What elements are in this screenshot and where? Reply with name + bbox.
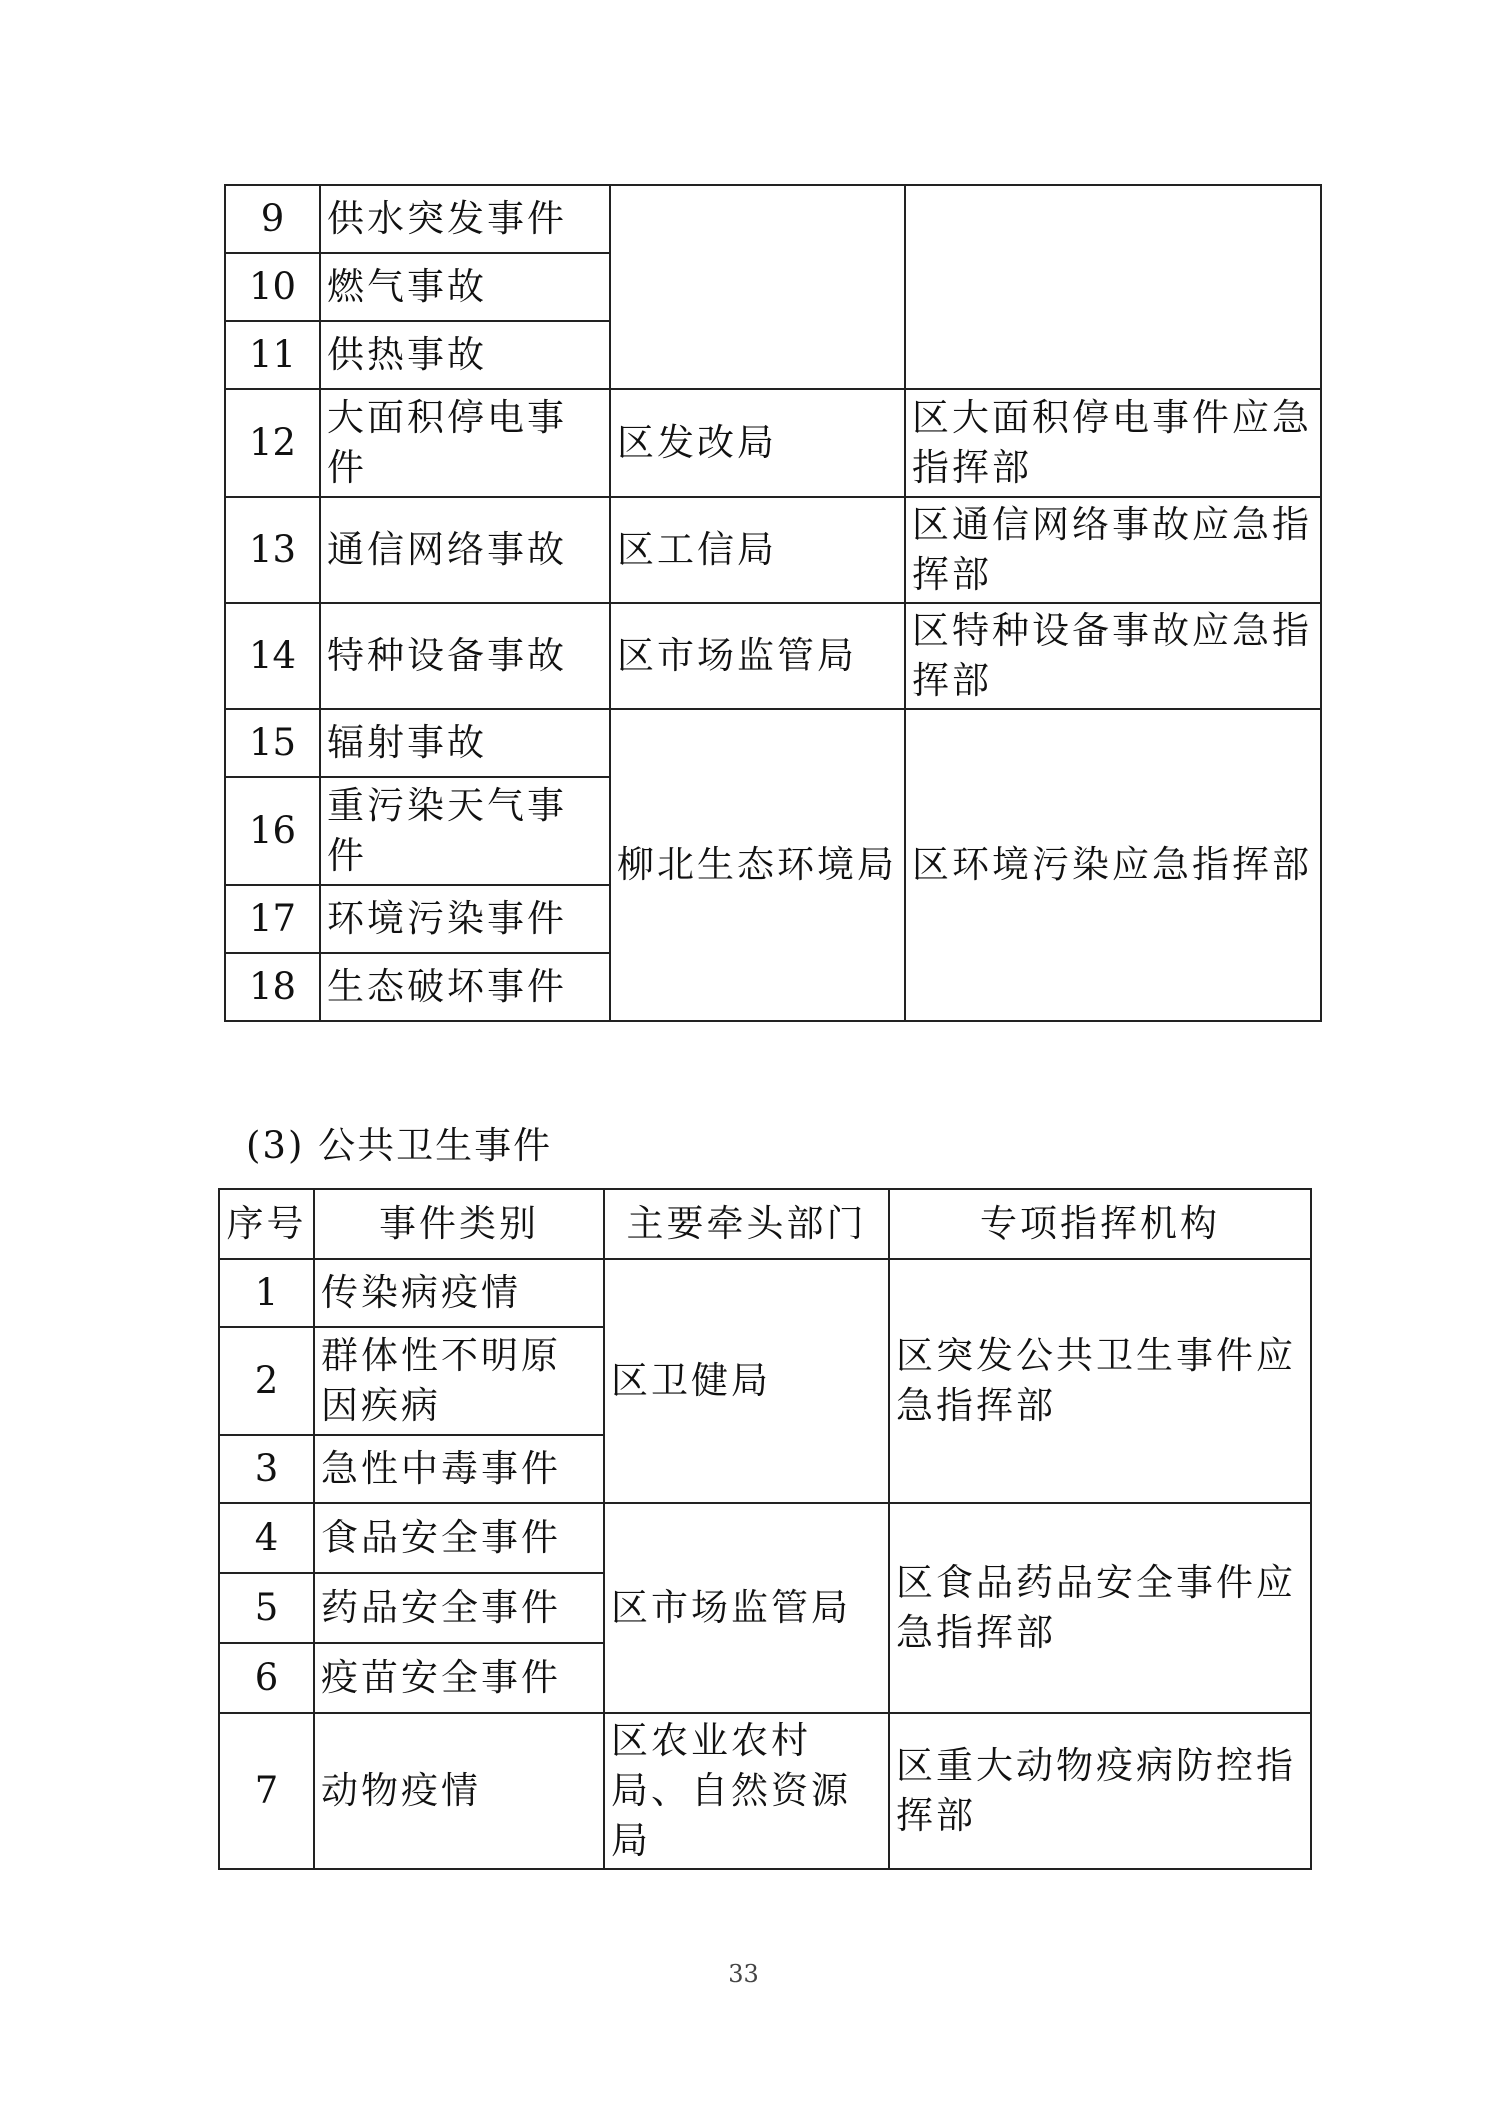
public-health-events-table [218,1188,1312,1870]
header-command-agency: 专项指挥机构 [889,1189,1311,1259]
command-agency: 区通信网络事故应急指挥部 [905,497,1321,603]
page-number: 33 [728,1960,759,1988]
event-type: 药品安全事件 [314,1573,604,1643]
lead-department: 区市场监管局 [604,1503,889,1713]
lead-department: 区发改局 [610,389,905,497]
command-agency: 区特种设备事故应急指挥部 [905,603,1321,709]
event-type: 大面积停电事件 [320,389,610,497]
row-number: 2 [219,1327,314,1435]
header-event-type: 事件类别 [314,1189,604,1259]
row-number: 12 [225,389,320,497]
command-agency [905,185,1321,389]
event-type: 辐射事故 [320,709,610,777]
row-number: 5 [219,1573,314,1643]
lead-department: 区卫健局 [604,1259,889,1503]
event-type: 通信网络事故 [320,497,610,603]
event-type: 群体性不明原因疾病 [314,1327,604,1435]
row-number: 9 [225,185,320,253]
row-number: 6 [219,1643,314,1713]
table-row [219,1503,1311,1573]
event-type: 疫苗安全事件 [314,1643,604,1713]
event-type: 急性中毒事件 [314,1435,604,1503]
row-number: 10 [225,253,320,321]
row-number: 18 [225,953,320,1021]
emergency-table-continued [224,184,1322,1022]
table-header-row [219,1189,1311,1259]
command-agency: 区重大动物疫病防控指挥部 [889,1713,1311,1869]
table-row [219,1713,1311,1869]
table-row [225,389,1321,497]
row-number: 15 [225,709,320,777]
table-row [225,185,1321,253]
lead-department: 区市场监管局 [610,603,905,709]
header-lead-department: 主要牵头部门 [604,1189,889,1259]
row-number: 1 [219,1259,314,1327]
table-row [225,497,1321,603]
row-number: 13 [225,497,320,603]
event-type: 供热事故 [320,321,610,389]
event-type: 生态破坏事件 [320,953,610,1021]
event-type: 重污染天气事件 [320,777,610,885]
row-number: 14 [225,603,320,709]
row-number: 4 [219,1503,314,1573]
row-number: 16 [225,777,320,885]
event-type: 传染病疫情 [314,1259,604,1327]
row-number: 11 [225,321,320,389]
command-agency: 区大面积停电事件应急指挥部 [905,389,1321,497]
table-row [219,1259,1311,1327]
lead-department: 柳北生态环境局 [610,709,905,1021]
command-agency: 区食品药品安全事件应急指挥部 [889,1503,1311,1713]
row-number: 17 [225,885,320,953]
table-row [225,709,1321,777]
row-number: 7 [219,1713,314,1869]
table-row [225,603,1321,709]
section-heading: (3) 公共卫生事件 [246,1124,553,1167]
row-number: 3 [219,1435,314,1503]
event-type: 特种设备事故 [320,603,610,709]
event-type: 环境污染事件 [320,885,610,953]
lead-department: 区农业农村局、自然资源局 [604,1713,889,1869]
lead-department [610,185,905,389]
event-type: 供水突发事件 [320,185,610,253]
event-type: 动物疫情 [314,1713,604,1869]
lead-department: 区工信局 [610,497,905,603]
event-type: 食品安全事件 [314,1503,604,1573]
header-number: 序号 [219,1189,314,1259]
event-type: 燃气事故 [320,253,610,321]
command-agency: 区突发公共卫生事件应急指挥部 [889,1259,1311,1503]
command-agency: 区环境污染应急指挥部 [905,709,1321,1021]
